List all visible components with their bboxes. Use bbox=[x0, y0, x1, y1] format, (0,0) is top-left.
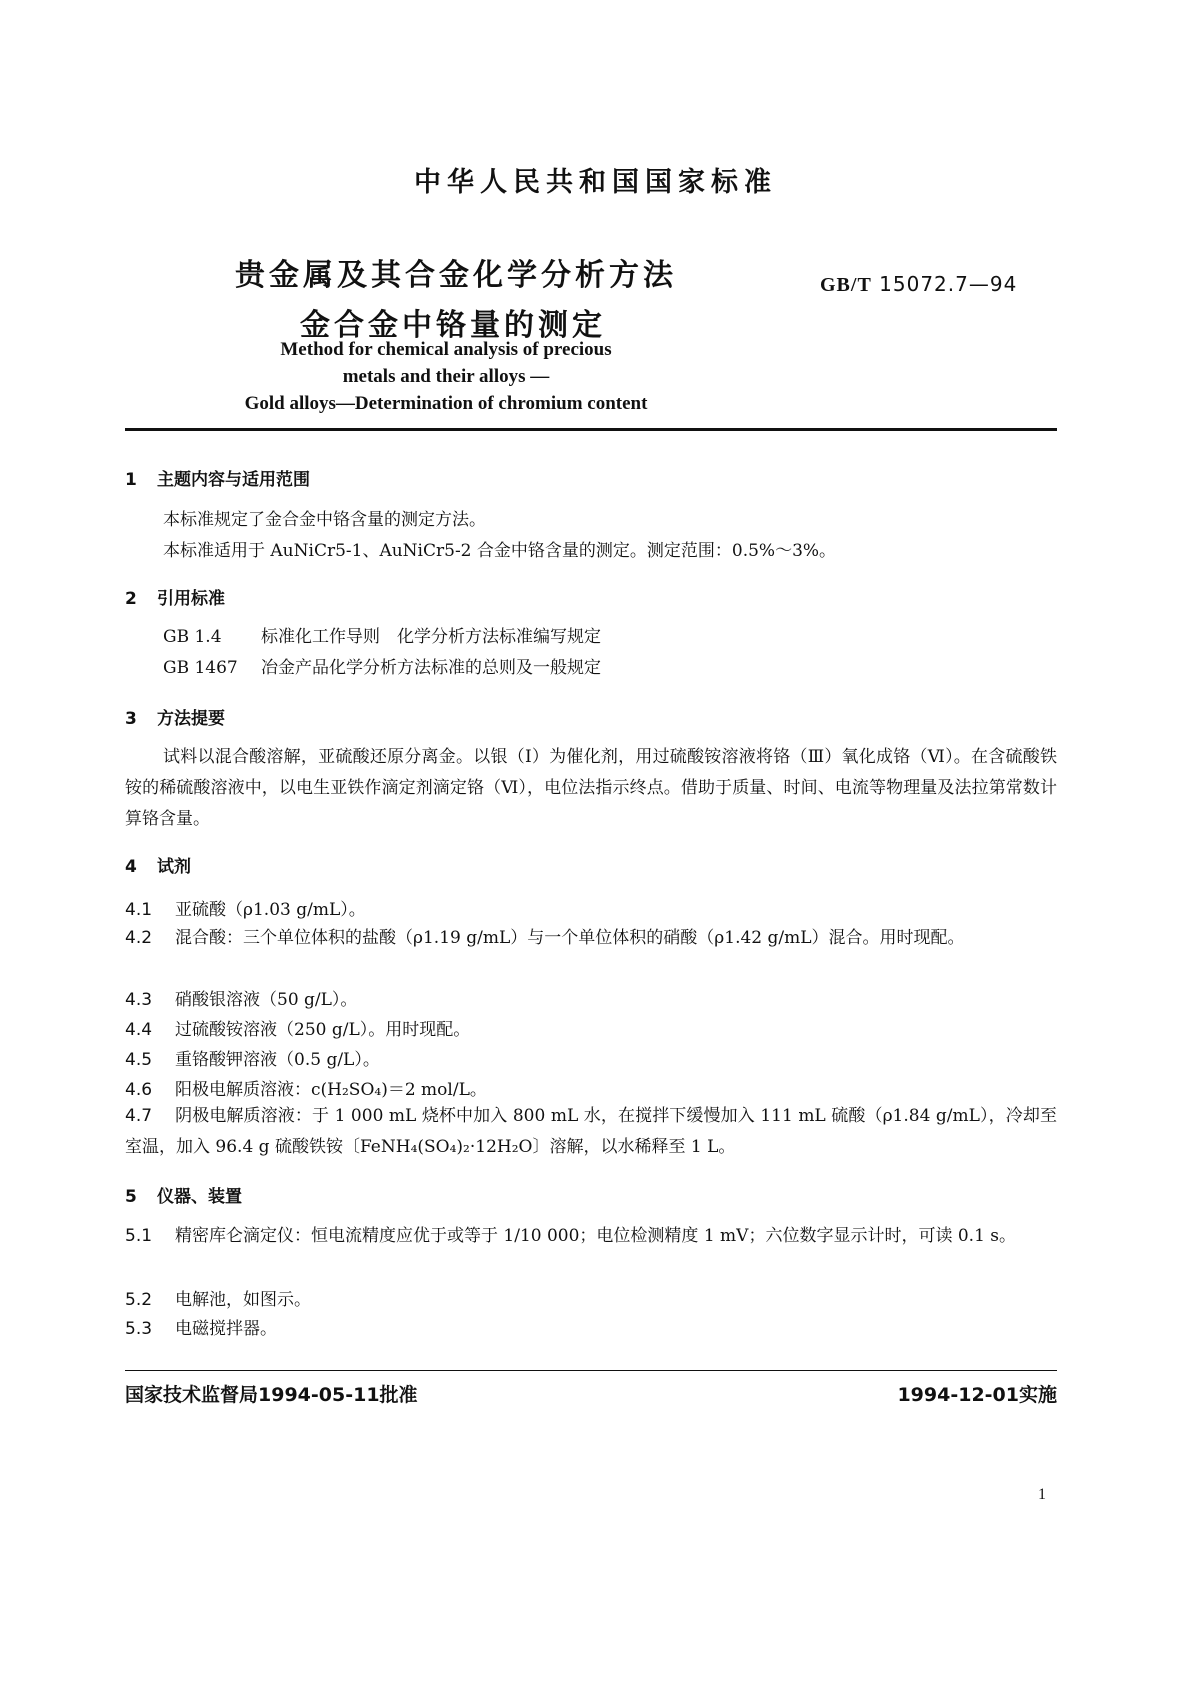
item-text: 过硫酸铵溶液（250 g/L）。用时现配。 bbox=[175, 1020, 471, 1040]
section-2-heading bbox=[125, 584, 225, 609]
section-number: 3 bbox=[125, 709, 137, 729]
reference-2 bbox=[163, 653, 601, 684]
reference-code: GB 1467 bbox=[163, 658, 238, 678]
section-5-heading bbox=[125, 1182, 242, 1207]
item-number: 5.2 bbox=[125, 1290, 153, 1310]
item-number: 4.6 bbox=[125, 1080, 153, 1100]
reagent-item bbox=[125, 1075, 487, 1100]
section-title: 主题内容与适用范围 bbox=[157, 470, 310, 490]
apparatus-item bbox=[125, 1221, 1057, 1252]
english-title-line-1: Method for chemical analysis of precious bbox=[280, 339, 612, 360]
section-number: 5 bbox=[125, 1187, 137, 1207]
item-text: 混合酸：三个单位体积的盐酸（ρ1.19 g/mL）与一个单位体积的硝酸（ρ1.42 g/mL）混合。用时现配。 bbox=[175, 928, 965, 948]
section-1-heading bbox=[125, 465, 310, 490]
section-number: 4 bbox=[125, 857, 137, 877]
item-number: 4.2 bbox=[125, 928, 153, 948]
national-standard-heading: 中华人民共和国国家标准 bbox=[414, 167, 777, 198]
reagent-item bbox=[125, 985, 357, 1010]
section-title: 引用标准 bbox=[157, 589, 225, 609]
item-text: 电解池，如图示。 bbox=[175, 1290, 311, 1310]
item-text: 阴极电解质溶液：于 1 000 mL 烧杯中加入 800 mL 水，在搅拌下缓慢加入 111 mL 硫酸（ρ1.84 g/mL），冷却至室温，加入 96.4 g 硫酸铁铵〔FeNH₄(SO₄)₂·12H₂O〕溶解，以水稀释至 1 L。 bbox=[125, 1106, 1057, 1157]
apparatus-item bbox=[125, 1314, 277, 1339]
english-title-line-2: metals and their alloys — bbox=[342, 366, 550, 387]
item-number: 4.4 bbox=[125, 1020, 153, 1040]
reference-text: 冶金产品化学分析方法标准的总则及一般规定 bbox=[261, 658, 601, 678]
section-1-paragraph-1: 本标准规定了金合金中铬含量的测定方法。 bbox=[163, 510, 486, 530]
item-number: 5.1 bbox=[125, 1226, 153, 1246]
reagent-item bbox=[125, 1015, 470, 1040]
section-title: 方法提要 bbox=[157, 709, 225, 729]
header-divider bbox=[125, 428, 1057, 431]
section-number: 2 bbox=[125, 589, 137, 609]
item-text: 阳极电解质溶液：c(H₂SO₄)＝2 mol/L。 bbox=[175, 1080, 487, 1100]
section-number: 1 bbox=[125, 470, 137, 490]
item-number: 4.1 bbox=[125, 900, 153, 920]
reagent-item bbox=[125, 923, 1057, 954]
reagent-item bbox=[125, 1101, 1057, 1163]
reference-text: 标准化工作导则 化学分析方法标准编写规定 bbox=[261, 627, 601, 647]
item-text: 硝酸银溶液（50 g/L）。 bbox=[175, 990, 358, 1010]
reagent-item bbox=[125, 1045, 380, 1070]
item-number: 4.5 bbox=[125, 1050, 153, 1070]
item-text: 重铬酸钾溶液（0.5 g/L）。 bbox=[175, 1050, 380, 1070]
document-title-line-2: 金合金中铬量的测定 bbox=[300, 308, 606, 343]
item-text: 亚硫酸（ρ1.03 g/mL）。 bbox=[175, 900, 366, 920]
reagent-item bbox=[125, 895, 366, 920]
document-title-line-1: 贵金属及其合金化学分析方法 bbox=[235, 258, 677, 293]
section-3-heading bbox=[125, 704, 225, 729]
reference-code: GB 1.4 bbox=[163, 627, 222, 647]
item-text: 精密库仑滴定仪：恒电流精度应优于或等于 1/10 000；电位检测精度 1 mV；六位数字显示计时，可读 0.1 s。 bbox=[175, 1226, 1017, 1246]
apparatus-item bbox=[125, 1285, 311, 1310]
footer-divider bbox=[125, 1370, 1057, 1371]
item-number: 4.7 bbox=[125, 1106, 153, 1126]
page-number: 1 bbox=[1038, 1486, 1046, 1503]
standard-code-number: 15072.7—94 bbox=[879, 272, 1018, 296]
section-3-paragraph: 试料以混合酸溶解，亚硫酸还原分离金。以银（Ⅰ）为催化剂，用过硫酸铵溶液将铬（Ⅲ）氧化成铬（Ⅵ）。在含硫酸铁铵的稀硫酸溶液中，以电生亚铁作滴定剂滴定铬（Ⅵ），电位法指示终点。借助于质量、时间、电流等物理量及法拉第常数计算铬含量。 bbox=[125, 747, 1057, 829]
section-title: 试剂 bbox=[157, 857, 191, 877]
approval-statement: 国家技术监督局1994-05-11批准 bbox=[125, 1384, 418, 1406]
item-number: 4.3 bbox=[125, 990, 153, 1010]
section-4-heading bbox=[125, 852, 191, 877]
section-1-paragraph-2: 本标准适用于 AuNiCr5-1、AuNiCr5-2 合金中铬含量的测定。测定范围：0.5%～3%。 bbox=[163, 541, 837, 561]
reference-1 bbox=[163, 622, 601, 653]
standard-code bbox=[820, 272, 1017, 297]
standard-code-prefix: GB/T bbox=[820, 274, 872, 296]
item-number: 5.3 bbox=[125, 1319, 153, 1339]
english-title-line-3: Gold alloys—Determination of chromium content bbox=[244, 393, 648, 414]
section-title: 仪器、装置 bbox=[157, 1187, 242, 1207]
item-text: 电磁搅拌器。 bbox=[175, 1319, 277, 1339]
implementation-date: 1994-12-01实施 bbox=[897, 1384, 1057, 1406]
